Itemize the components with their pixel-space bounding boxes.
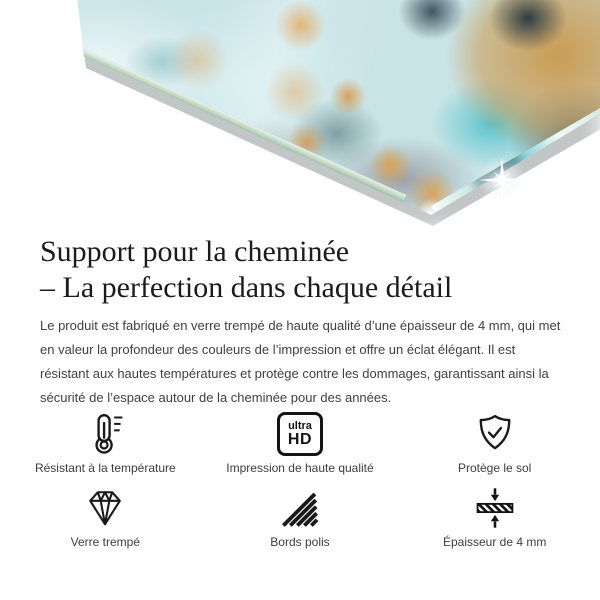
- page-title: [40, 234, 560, 306]
- shield-check-icon: [473, 412, 517, 456]
- feature-print-quality: [203, 412, 398, 476]
- polished-edges-icon: [279, 486, 321, 530]
- feature-label: Protège le sol: [457, 461, 532, 475]
- feature-temperature-resistant: [8, 412, 203, 476]
- feature-thickness-4mm: [397, 486, 592, 550]
- product-description: Le produit est fabriqué en verre trempé de haute qualité d’une épaisseur de 4 mm, qui met en valeur la profondeur des couleurs de l’impression et offre un éclat élégant. Il est résistant aux hautes températures et protège contre les dommages, garantissant ainsi la sécurité de l’espace autour de la cheminée pour des années.: [40, 318, 561, 405]
- page-title-line-1: Support pour la cheminée: [40, 235, 350, 268]
- ultra-hd-icon: [277, 412, 323, 456]
- ultra-hd-icon-text-top: ultra: [288, 420, 312, 432]
- feature-label: Impression de haute qualité: [226, 461, 374, 475]
- ultra-hd-icon-text-bottom: HD: [287, 431, 313, 448]
- sparkle-glint-icon: [478, 156, 526, 204]
- feature-floor-protection: [397, 412, 592, 476]
- feature-polished-edges: [203, 486, 398, 550]
- feature-label: Épaisseur de 4 mm: [442, 535, 547, 549]
- feature-label: Bords polis: [270, 535, 330, 549]
- feature-label: Résistant à la température: [34, 461, 176, 475]
- feature-tempered-glass: [8, 486, 203, 550]
- feature-grid: [8, 412, 592, 550]
- diamond-icon: [82, 486, 128, 530]
- thermometer-icon: [82, 412, 128, 456]
- product-hero: [0, 0, 600, 230]
- feature-label: Verre trempé: [70, 535, 141, 549]
- page-title-line-2: – La perfection dans chaque détail: [40, 271, 453, 304]
- thickness-4mm-icon: [473, 486, 517, 530]
